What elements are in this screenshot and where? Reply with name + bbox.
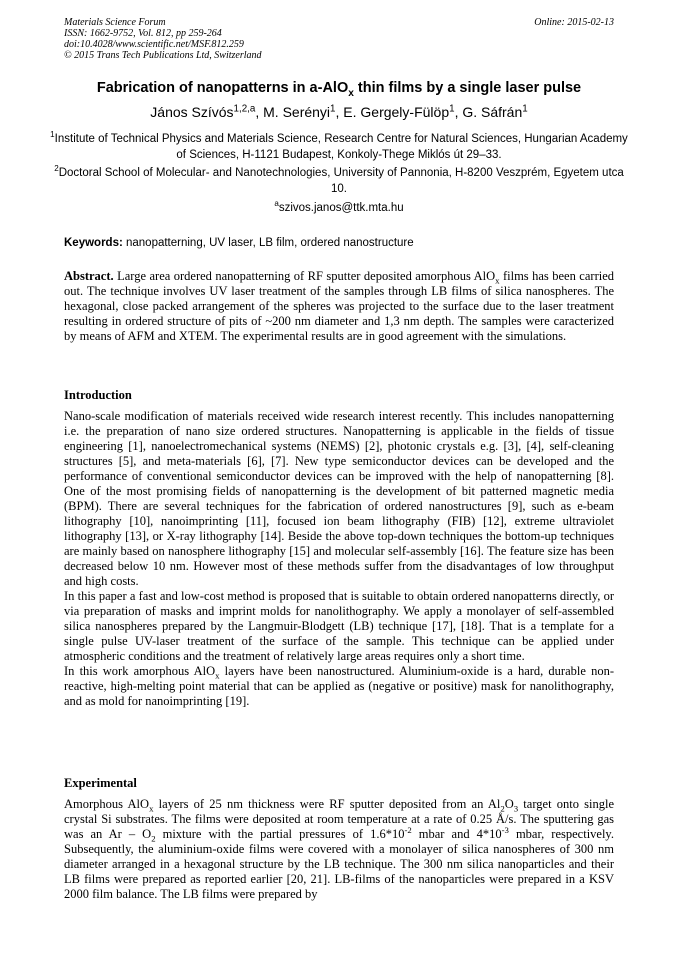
intro-paragraph-2: In this paper a fast and low-cost method is proposed that is suitable to obtain ordered nanopatterns directly, or via preparation of masks and imprint molds for nanolithography. We apply a monolayer of self-assembled silica nanospheres prepared by the Langmuir-Blodgett (LB) technique [17], [18]. That is a template for a single pulse UV-laser treatment of the surface of the sample. This technique can be applied under atmospheric conditions and the treatment of relatively large areas requires only a short time. bbox=[64, 589, 614, 663]
affiliation-1 bbox=[50, 131, 628, 163]
affil-mark: 1 bbox=[50, 130, 55, 140]
exp-subscript: 2 bbox=[151, 833, 156, 844]
author-affil-mark: 1 bbox=[522, 103, 528, 115]
title-text: Fabrication of nanopatterns in a-AlO bbox=[96, 80, 349, 96]
author-list bbox=[40, 104, 638, 120]
exp-superscript: -3 bbox=[501, 824, 509, 835]
keywords-label: Keywords: bbox=[64, 237, 123, 249]
exp-subscript: x bbox=[149, 803, 154, 814]
exp-text: target onto single crystal Si substrates. The films were deposited at room temperature at a rate of 0.25 Å/s. The sputtering gas was an Ar – O bbox=[64, 797, 614, 841]
author-affil-mark: 1 bbox=[330, 103, 336, 115]
author-email bbox=[40, 199, 638, 214]
affil-text: Doctoral School of Molecular- and Nanotechnologies, University of Pannonia, H-8200 Veszprém, Egyetem utca 10. bbox=[58, 167, 624, 195]
abstract bbox=[64, 269, 614, 344]
exp-text: layers of 25 nm thickness were RF sputter deposited from an Al bbox=[153, 797, 501, 811]
journal-issn: ISSN: 1662-9752, Vol. 812, pp 259-264 bbox=[64, 28, 222, 39]
author-name: , G. Sáfrán bbox=[454, 104, 523, 120]
keywords bbox=[64, 237, 614, 249]
abstract-subscript: x bbox=[495, 275, 500, 286]
author-name: János Szívós bbox=[150, 104, 234, 120]
abstract-text-end: films has been carried out. The technique involves UV laser treatment of the samples through LB films of silica nanospheres. The hexagonal, close packed arrangement of the spheres was projected to the surface due to the laser treatment resulting in ordered structure of pits of ~200 nm diameter and 1,3 nm depth. The samples were caracterized by means of AFM and XTEM. The experimental results are in good agreement with the simulations. bbox=[64, 269, 615, 343]
journal-header bbox=[64, 17, 262, 61]
journal-copyright: © 2015 Trans Tech Publications Ltd, Switzerland bbox=[64, 50, 262, 61]
exp-text: mixture with the partial pressures of 1.6*10 bbox=[155, 827, 405, 841]
para-text: In this work amorphous AlO bbox=[64, 664, 216, 678]
abstract-text: Large area ordered nanopatterning of RF sputter deposited amorphous AlO bbox=[113, 269, 496, 283]
exp-text: O bbox=[504, 797, 514, 811]
author-affil-mark: 1 bbox=[449, 103, 455, 115]
affiliation-2 bbox=[50, 165, 628, 197]
exp-text: Amorphous AlO bbox=[64, 797, 150, 811]
introduction-body bbox=[64, 409, 614, 709]
author-name: , E. Gergely-Fülöp bbox=[335, 104, 450, 120]
exp-superscript: -2 bbox=[404, 824, 412, 835]
exp-text: mbar, respectively. Subsequently, the aluminium-oxide films were covered with a monolayer of silica nanospheres of 300 nm diameter arranged in a hexagonal structure by the LB technique. The 300 nm silica nanoparticles and their LB films were prepared as reported earlier [20, 21]. LB-films of the nanoparticles were prepared in a KSV 2000 film balance. The LB films were prepared by bbox=[64, 827, 614, 901]
title-text-end: thin films by a single laser pulse bbox=[353, 80, 582, 96]
journal-name: Materials Science Forum bbox=[64, 17, 166, 28]
experimental-body bbox=[64, 797, 614, 902]
experimental-heading: Experimental bbox=[64, 776, 137, 790]
affil-text: Institute of Technical Physics and Materials Science, Research Centre for Natural Sciences, Hungarian Academy of Sciences, H-1121 Budapest, Konkoly-Thege Miklós út 29–33. bbox=[54, 133, 628, 161]
abstract-label: Abstract. bbox=[64, 269, 114, 283]
author-name: , M. Serényi bbox=[255, 104, 331, 120]
email-text: szivos.janos@ttk.mta.hu bbox=[278, 202, 404, 214]
journal-doi: doi:10.4028/www.scientific.net/MSF.812.259 bbox=[64, 39, 244, 50]
affil-mark: 2 bbox=[54, 164, 59, 174]
para-subscript: x bbox=[215, 670, 220, 681]
intro-paragraph-3 bbox=[64, 664, 614, 709]
author-affil-mark: 1,2,a bbox=[233, 103, 256, 115]
para-text-end: layers have been nanostructured. Aluminium-oxide is a hard, durable non-reactive, high-melting point material that can be applied as (negative or positive) mask for nanolithography, and as mold for nanoimprinting [19]. bbox=[64, 664, 614, 708]
introduction-heading: Introduction bbox=[64, 388, 132, 402]
intro-paragraph-1: Nano-scale modification of materials received wide research interest recently. This includes nanopatterning i.e. the preparation of nano size ordered structures. Nanopatterning is applicable in the fields of tissue engineering [1], nanoelectromechanical systems (NEMS) [2], photonic crystals e.g. [3], [4], self-cleaning structures [5], and meta-materials [6], [7]. New type semiconductor devices can be developed and the performance of conventional semiconductor devices can be improved with the help of nanopatterning [8]. One of the most promising fields of nanopatterning is the development of bit patterned magnetic media (BPM). There are several techniques for the fabrication of ordered nanostructures [9], such as e-beam lithography [10], nanoimprinting [11], focused ion beam lithography (FIB) [12], extreme ultraviolet lithography [13], or X-ray lithography [14]. Beside the above top-down techniques the bottom-up techniques are mainly based on nanosphere lithography [15] and molecular self-assembly [16]. The feature size has been decreased below 10 nm. However most of these methods suffer from the disadvantages of low throughput and high costs. bbox=[64, 409, 614, 588]
online-date: Online: 2015-02-13 bbox=[534, 17, 614, 28]
paper-title bbox=[40, 80, 638, 99]
title-subscript: x bbox=[348, 87, 354, 99]
experimental-paragraph bbox=[64, 797, 614, 902]
exp-subscript: 2 bbox=[500, 803, 505, 814]
exp-subscript: 3 bbox=[513, 803, 519, 814]
exp-text: mbar and 4*10 bbox=[411, 827, 502, 841]
keywords-text: nanopatterning, UV laser, LB film, ordered nanostructure bbox=[122, 237, 414, 249]
email-mark: a bbox=[274, 199, 279, 209]
